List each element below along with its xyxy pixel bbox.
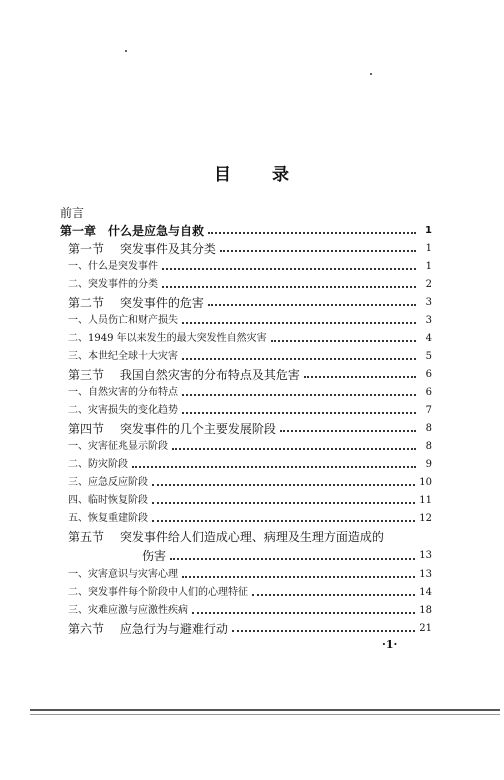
scan-edge-line bbox=[30, 714, 500, 715]
toc-section: 第三节 我国自然灾害的分布特点及其危害 6 bbox=[68, 368, 432, 382]
page-number: 11 bbox=[419, 495, 432, 506]
toc-subsection: 三、灾难应激与应激性疾病 18 bbox=[60, 602, 432, 620]
page-number: 3 bbox=[425, 297, 432, 308]
page-number: 10 bbox=[419, 477, 432, 488]
page-folio: ·1· bbox=[382, 638, 398, 651]
toc-subsection: 二、突发事件每个阶段中人们的心理特征 14 bbox=[60, 584, 432, 602]
title-char-left: 目 bbox=[214, 165, 232, 185]
title-char-right: 录 bbox=[272, 165, 290, 185]
toc-subsection: 一、什么是突发事件 1 bbox=[60, 258, 432, 276]
dust-speck bbox=[370, 73, 372, 75]
page-number: 12 bbox=[419, 513, 432, 524]
toc-subsection: 二、灾害损失的变化趋势 7 bbox=[60, 402, 432, 420]
page-number: 8 bbox=[425, 441, 432, 452]
page-number: 2 bbox=[425, 279, 432, 290]
table-of-contents bbox=[60, 222, 432, 638]
toc-section: 第一节 突发事件及其分类 1 bbox=[68, 242, 432, 256]
page-number: 13 bbox=[419, 569, 432, 580]
page-number: 18 bbox=[419, 605, 432, 616]
page-number: 3 bbox=[425, 315, 432, 326]
toc-subsection: 三、应急反应阶段 10 bbox=[60, 474, 432, 492]
page-number: 1 bbox=[425, 243, 432, 254]
dust-speck bbox=[125, 50, 127, 52]
page-title bbox=[0, 160, 504, 185]
page-number: 14 bbox=[419, 587, 432, 598]
toc-subsection: 一、灾害征兆显示阶段 8 bbox=[60, 438, 432, 456]
preface-entry: 前言 bbox=[60, 206, 85, 220]
page-number: 13 bbox=[419, 550, 432, 561]
toc-subsection: 三、本世纪全球十大灾害 5 bbox=[60, 348, 432, 366]
page-number: 9 bbox=[425, 459, 432, 470]
toc-subsection: 二、防灾阶段 9 bbox=[60, 456, 432, 474]
toc-subsection: 一、灾害意识与灾害心理 13 bbox=[60, 566, 432, 584]
toc-section: 第六节 应急行为与避难行动 21 bbox=[68, 622, 432, 636]
toc-subsection: 二、突发事件的分类 2 bbox=[60, 276, 432, 294]
page-number: 7 bbox=[425, 405, 432, 416]
toc-subsection: 五、恢复重建阶段 12 bbox=[60, 510, 432, 528]
toc-subsection: 四、临时恢复阶段 11 bbox=[60, 492, 432, 510]
toc-section-wrapped bbox=[60, 528, 432, 566]
toc-section-line1: 第五节 突发事件给人们造成心理、病理及生理方面造成的 bbox=[68, 530, 384, 544]
toc-subsection: 一、人员伤亡和财产损失 3 bbox=[60, 312, 432, 330]
page-number: 6 bbox=[425, 369, 432, 380]
toc-section-line2: 伤害 13 bbox=[68, 546, 432, 566]
toc-subsection: 一、自然灾害的分布特点 6 bbox=[60, 384, 432, 402]
scan-edge-line bbox=[30, 709, 500, 711]
toc-section: 第四节 突发事件的几个主要发展阶段 8 bbox=[68, 422, 432, 436]
page-number: 4 bbox=[425, 333, 432, 344]
page-number: 8 bbox=[425, 423, 432, 434]
toc-subsection: 二、1949 年以来发生的最大突发性自然灾害 4 bbox=[60, 330, 432, 348]
toc-chapter-1: 第一章 什么是应急与自救 1 bbox=[60, 224, 432, 238]
page-number: 6 bbox=[425, 387, 432, 398]
page-number: 21 bbox=[419, 623, 432, 634]
toc-section: 第二节 突发事件的危害 3 bbox=[68, 296, 432, 310]
page-number: 1 bbox=[425, 225, 432, 236]
page-number: 5 bbox=[425, 351, 432, 362]
page-number: 1 bbox=[425, 261, 432, 272]
